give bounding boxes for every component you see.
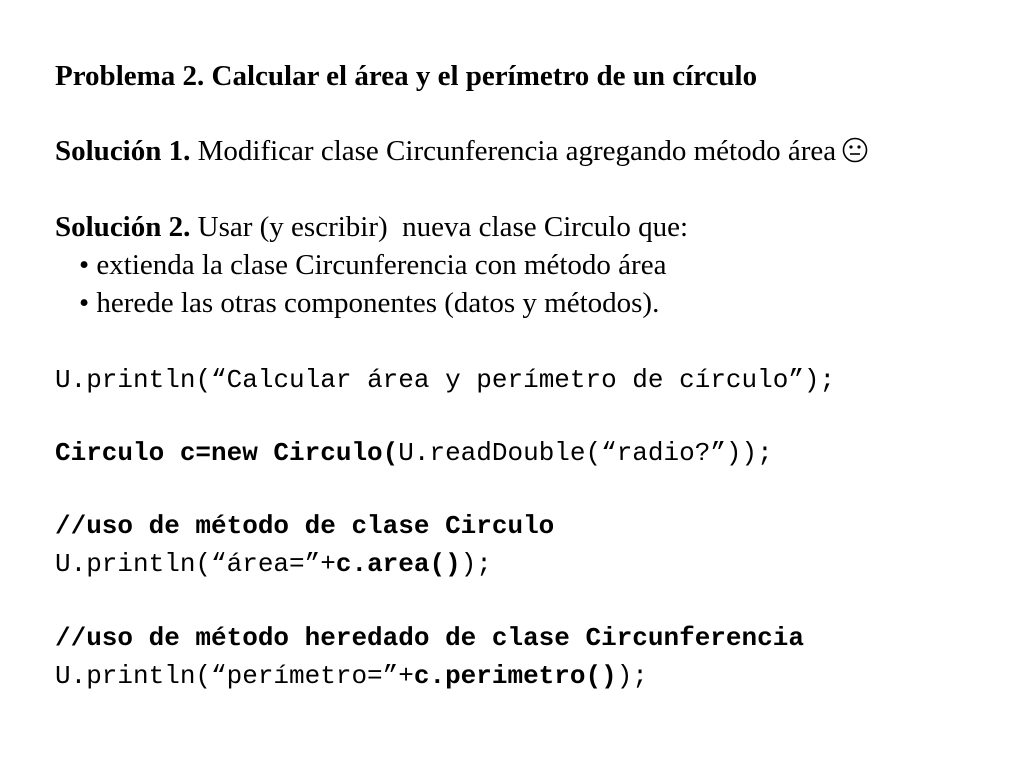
bullet-icon: •: [79, 249, 90, 281]
problem-text: Calcular el área y el perímetro de un círculo: [204, 60, 758, 92]
list-item-text: extienda la clase Circunferencia con método área: [96, 249, 667, 281]
code-rest: (“Calcular área y perímetro de círculo”);: [195, 365, 836, 395]
code-line-create-circle: [55, 435, 773, 471]
code-comment-text: //uso de método heredado de clase Circunferencia: [55, 623, 804, 653]
code-comment-text: //uso de método de clase Circulo: [55, 511, 555, 541]
solution-2-text: Usar (y escribir) nueva clase Circulo que:: [190, 211, 689, 243]
bullet-icon: •: [79, 287, 90, 319]
code-line-print-title: [55, 362, 835, 398]
solution-2-label: Solución 2.: [55, 211, 191, 243]
code-bold: c.area(): [335, 549, 461, 579]
code-suffix: );: [616, 661, 648, 691]
code-prefix: U.println(“área=”+: [55, 549, 336, 579]
list-item-text: herede las otras componentes (datos y métodos).: [96, 287, 660, 319]
problem-label: Problema 2.: [55, 60, 205, 92]
solution-1-label: Solución 1.: [55, 135, 191, 167]
list-item: [55, 246, 666, 284]
code-prefix: U.println(“perímetro=”+: [55, 661, 414, 691]
code-bold: c.perimetro(): [413, 661, 617, 691]
code-normal: U.readDouble(“radio?”));: [398, 438, 773, 468]
code-suffix: );: [460, 549, 492, 579]
neutral-face-icon: [842, 135, 868, 173]
code-comment-perimeter: [55, 620, 804, 656]
solution-2: [55, 208, 688, 246]
code-line-print-area: [55, 546, 492, 582]
solution-1-text: Modificar clase Circunferencia agregando método área: [190, 135, 837, 167]
list-item: [55, 284, 659, 322]
code-line-print-perimeter: [55, 658, 648, 694]
solution-1: [55, 132, 868, 173]
code-comment-area: [55, 508, 554, 544]
code-prefix: U.println: [55, 365, 196, 395]
code-bold: Circulo c=new Circulo(: [55, 438, 399, 468]
problem-heading: [55, 57, 757, 95]
